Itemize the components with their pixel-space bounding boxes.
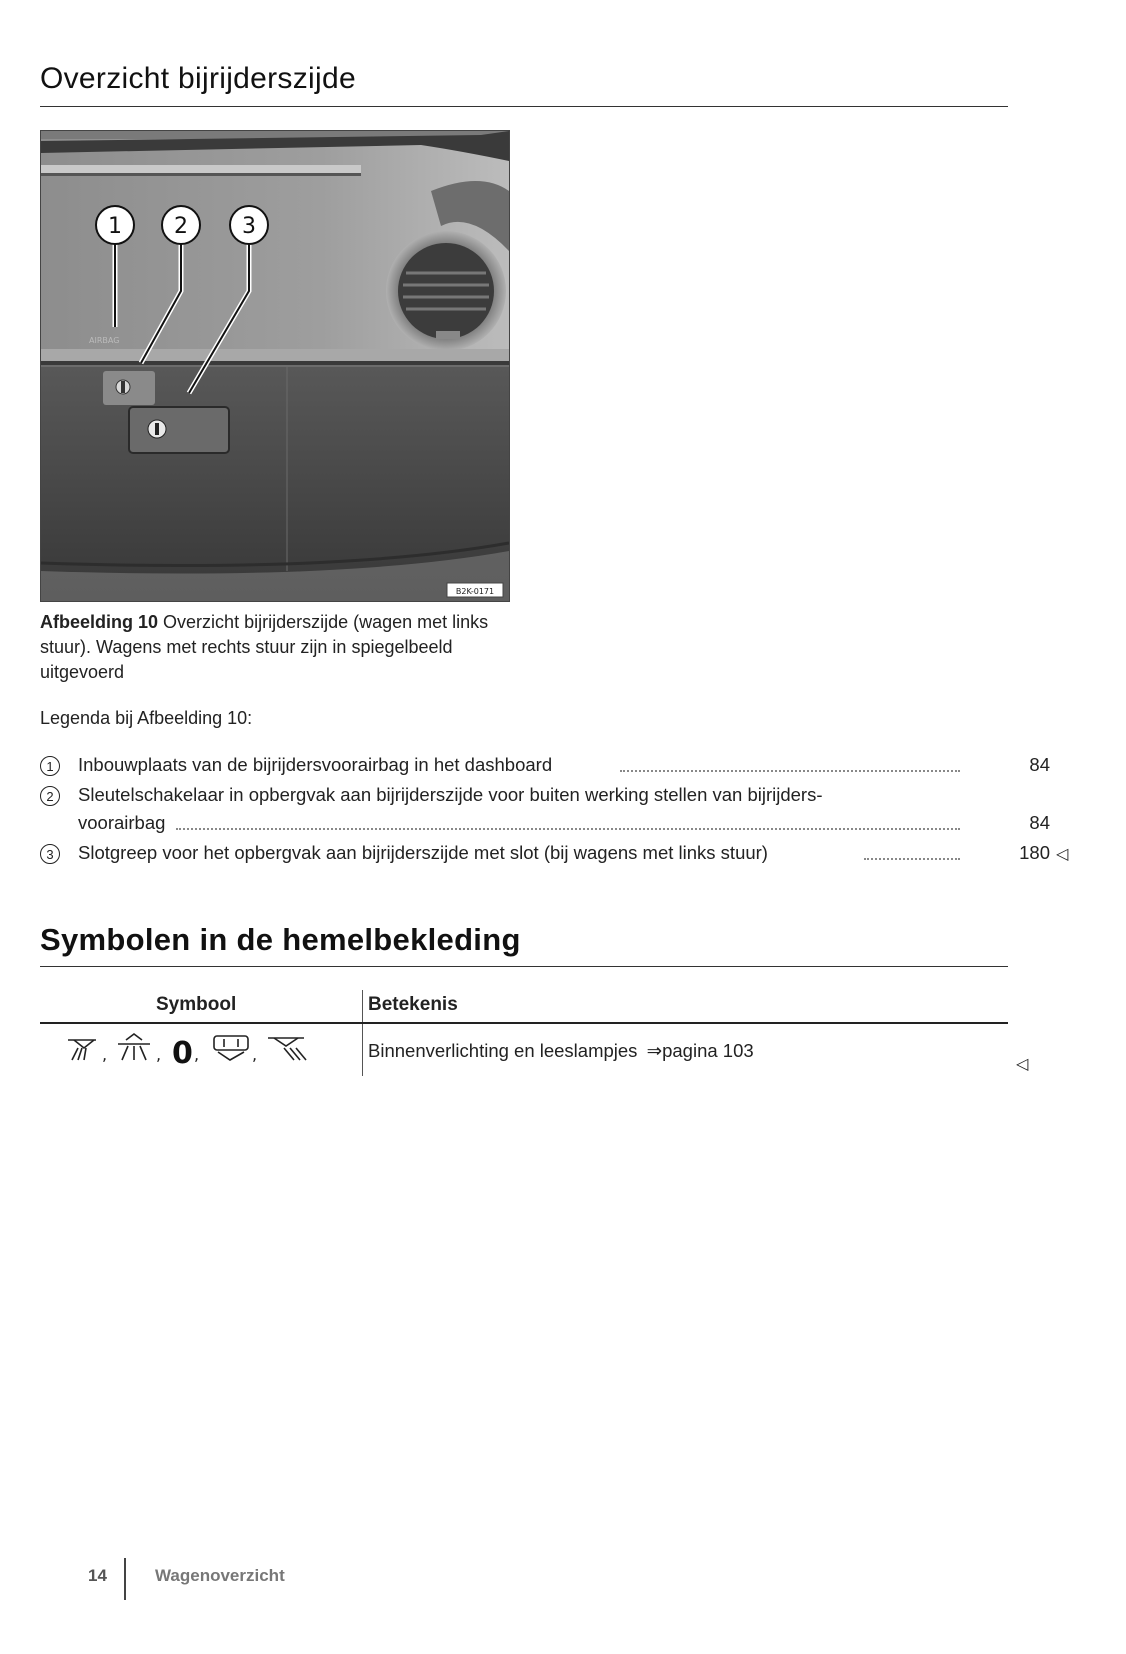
legend-intro: Legenda bij Afbeelding 10: — [40, 708, 253, 728]
svg-text:0: 0 — [172, 1036, 193, 1070]
footer-section-name: Wagenoverzicht — [155, 1566, 285, 1585]
dashboard-photo — [41, 131, 509, 601]
callout-3 — [230, 206, 268, 244]
legend-number: 2 — [40, 786, 60, 806]
leader-dots — [620, 770, 960, 772]
table-header-symbol: Symbool — [156, 994, 237, 1015]
svg-text:3: 3 — [242, 214, 256, 239]
page-reference: 84 — [1029, 812, 1050, 833]
section-title-overview: Overzicht bijrijderszijde — [40, 62, 356, 95]
figure-code: B2K-0171 — [455, 587, 495, 596]
page-number: 14 — [88, 1566, 107, 1585]
table-header-rule — [40, 1022, 1008, 1024]
svg-text:,: , — [102, 1045, 108, 1064]
legend-text: Slotgreep voor het opbergvak aan bijrijderszijde met slot (bij wagens met links stuur) — [78, 842, 768, 863]
caption-label: Afbeelding 10 — [40, 612, 159, 632]
section-title-symbols: Symbolen in de hemelbekleding — [40, 922, 521, 957]
leader-dots — [176, 828, 960, 830]
end-of-section-mark: ◁ — [1016, 1056, 1029, 1073]
section-title-rule — [40, 106, 1008, 107]
caption-text: Overzicht bijrijderszijde (wagen met links stuur). Wagens met rechts stuur zijn in spiegelbeeld uitgevoerd — [40, 612, 489, 682]
dashboard-figure — [40, 130, 510, 602]
legend-text-continued: voorairbag — [78, 812, 166, 833]
legend-item — [40, 784, 1050, 840]
section-title-rule — [40, 966, 1008, 967]
figure-caption — [40, 610, 500, 685]
symbol-meaning — [368, 1040, 754, 1062]
door-contact-icon — [214, 1036, 248, 1060]
ceiling-light-icon — [68, 1040, 96, 1060]
reading-light-icon — [118, 1034, 150, 1060]
svg-text:,: , — [252, 1045, 258, 1064]
svg-text:2: 2 — [174, 214, 188, 239]
svg-text:,: , — [156, 1045, 162, 1064]
callout-2 — [162, 206, 200, 244]
legend-number: 3 — [40, 844, 60, 864]
meaning-text: Binnenverlichting en leeslampjes — [368, 1040, 638, 1061]
svg-text:1: 1 — [108, 214, 122, 239]
page-reference: 180 — [1019, 842, 1050, 863]
svg-text:,: , — [194, 1045, 200, 1064]
leader-dots — [864, 858, 960, 860]
end-of-section-mark: ◁ — [1056, 846, 1069, 863]
legend-text: Inbouwplaats van de bijrijdersvoorairbag in het dashboard — [78, 754, 553, 775]
legend-item — [40, 754, 1050, 780]
callout-1 — [96, 206, 134, 244]
table-header-meaning: Betekenis — [368, 994, 458, 1015]
legend-number: 1 — [40, 756, 60, 776]
spot-light-icon — [268, 1038, 306, 1060]
light-off-0-icon — [172, 1036, 193, 1070]
footer-separator — [124, 1558, 126, 1600]
airbag-emboss-text: AIRBAG — [89, 336, 120, 345]
legend-item — [40, 842, 1090, 868]
legend-text: Sleutelschakelaar in opbergvak aan bijrijderszijde voor buiten werking stellen van bijrijders- — [78, 784, 823, 805]
page-reference: 84 — [1029, 754, 1050, 775]
symbol-cell — [60, 1030, 340, 1070]
cross-reference-arrow: ⇒ — [646, 1040, 663, 1061]
cross-reference-link[interactable]: pagina 103 — [662, 1040, 754, 1061]
table-column-divider — [362, 990, 363, 1076]
